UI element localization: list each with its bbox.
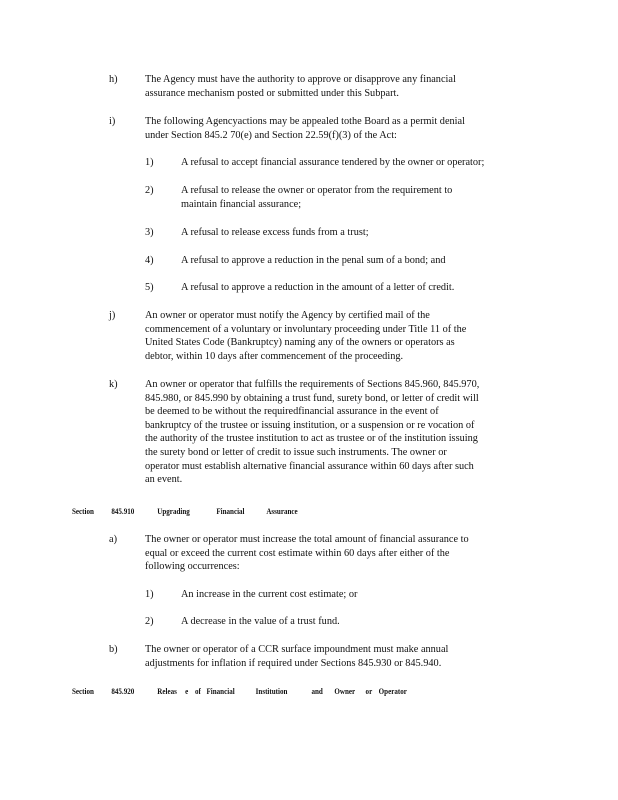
text-line: commencement of a voluntary or involuntary proceeding under Title 11 of the	[145, 323, 467, 335]
heading-word: Releas	[157, 686, 177, 696]
subitem-text	[181, 588, 481, 602]
item-text-a	[145, 533, 523, 574]
text-line: United States Code (Bankruptcy) naming any of the owners or operators as	[145, 337, 455, 349]
text-line: The owner or operator of a CCR surface impoundment must make annual	[145, 644, 449, 655]
text-line: under Section 845.2 70(e) and Section 22.59(f)(3) of the Act:	[145, 129, 397, 141]
text-line: debtor, within 10 days after commencement of the proceeding.	[145, 350, 404, 362]
item-label-h: h)	[109, 74, 118, 85]
item-text-h	[145, 73, 502, 100]
heading-word: or	[365, 686, 373, 696]
subitem-label: 1)	[145, 589, 154, 600]
heading-word: of	[195, 686, 201, 696]
text-line: The Agency must have the authority to approve or disapprove any financial	[145, 74, 456, 85]
heading-word: Section	[72, 506, 94, 516]
item-text-k	[145, 378, 533, 487]
text-line: assurance mechanism posted or submitted under this Subpart.	[145, 87, 399, 99]
item-text-i	[145, 115, 517, 142]
subitem-text	[181, 184, 501, 211]
subitem-text	[181, 254, 501, 268]
heading-word: Financial	[216, 506, 245, 516]
heading-word: 845.910	[111, 506, 135, 516]
text-line: following occurrences:	[145, 561, 240, 573]
subitem-text	[181, 615, 481, 629]
text-line: the authority of the trustee institution to act as trustee or of the institution issuing	[145, 433, 478, 445]
text-line: An owner or operator must notify the Agency by certified mail of the	[145, 310, 430, 321]
subitem-text	[181, 226, 501, 240]
heading-word: Section	[72, 686, 94, 696]
item-label-a: a)	[109, 534, 117, 545]
heading-word: Institution	[255, 686, 288, 696]
subitem-label: 3)	[145, 227, 154, 238]
text-line: The owner or operator must increase the total amount of financial assurance to	[145, 534, 469, 545]
text-line: 845.980, or 845.990 by obtaining a trust fund, surety bond, or letter of credit will	[145, 392, 479, 404]
text-line: A refusal to release the owner or operator from the requirement to	[181, 185, 453, 196]
heading-word: e	[185, 686, 189, 696]
subitem-label: 1)	[145, 157, 154, 168]
item-label-b: b)	[109, 644, 118, 655]
heading-word: Owner	[334, 686, 356, 696]
text-line: An increase in the current cost estimate; or	[181, 589, 358, 600]
heading-word: Assurance	[266, 506, 298, 516]
text-line: equal or exceed the current cost estimate within 60 days after either of the	[145, 547, 450, 559]
text-line: A decrease in the value of a trust fund.	[181, 616, 340, 627]
subitem-text	[181, 156, 531, 170]
text-line: bankruptcy of the trustee or issuing institution, or a suspension or re vocation of	[145, 419, 475, 431]
heading-word: Financial	[206, 686, 235, 696]
section-heading-845-920	[72, 686, 407, 696]
heading-word: and	[311, 686, 323, 696]
heading-word: Upgrading	[157, 506, 190, 516]
text-line: A refusal to approve a reduction in the amount of a letter of credit.	[181, 282, 455, 293]
text-line: adjustments for inflation if required under Sections 845.930 or 845.940.	[145, 657, 442, 669]
text-line: operator must establish alternative financial assurance within 60 days after such	[145, 460, 474, 472]
text-line: A refusal to approve a reduction in the penal sum of a bond; and	[181, 255, 446, 266]
subitem-label: 2)	[145, 616, 154, 627]
item-text-j	[145, 309, 522, 363]
text-line: A refusal to accept financial assurance tendered by the owner or operator;	[181, 157, 485, 168]
section-heading-845-910	[72, 506, 298, 516]
text-line: an event.	[145, 474, 183, 486]
item-label-k: k)	[109, 379, 118, 390]
subitem-label: 2)	[145, 185, 154, 196]
text-line: the surety bond or letter of credit to issue such instruments. The owner or	[145, 446, 447, 458]
item-label-j: j)	[109, 310, 116, 321]
text-line: be deemed to be without the requiredfinancial assurance in the event of	[145, 406, 439, 418]
item-label-i: i)	[109, 116, 116, 127]
text-line: The following Agencyactions may be appealed tothe Board as a permit denial	[145, 116, 465, 127]
subitem-label: 4)	[145, 255, 154, 266]
item-text-b	[145, 643, 490, 670]
subitem-text	[181, 281, 501, 295]
text-line: An owner or operator that fulfills the requirements of Sections 845.960, 845.970,	[145, 379, 480, 390]
text-line: maintain financial assurance;	[181, 198, 302, 210]
heading-word: 845.920	[111, 686, 135, 696]
heading-word: Operator	[378, 686, 407, 696]
text-line: A refusal to release excess funds from a trust;	[181, 227, 369, 238]
subitem-label: 5)	[145, 282, 154, 293]
